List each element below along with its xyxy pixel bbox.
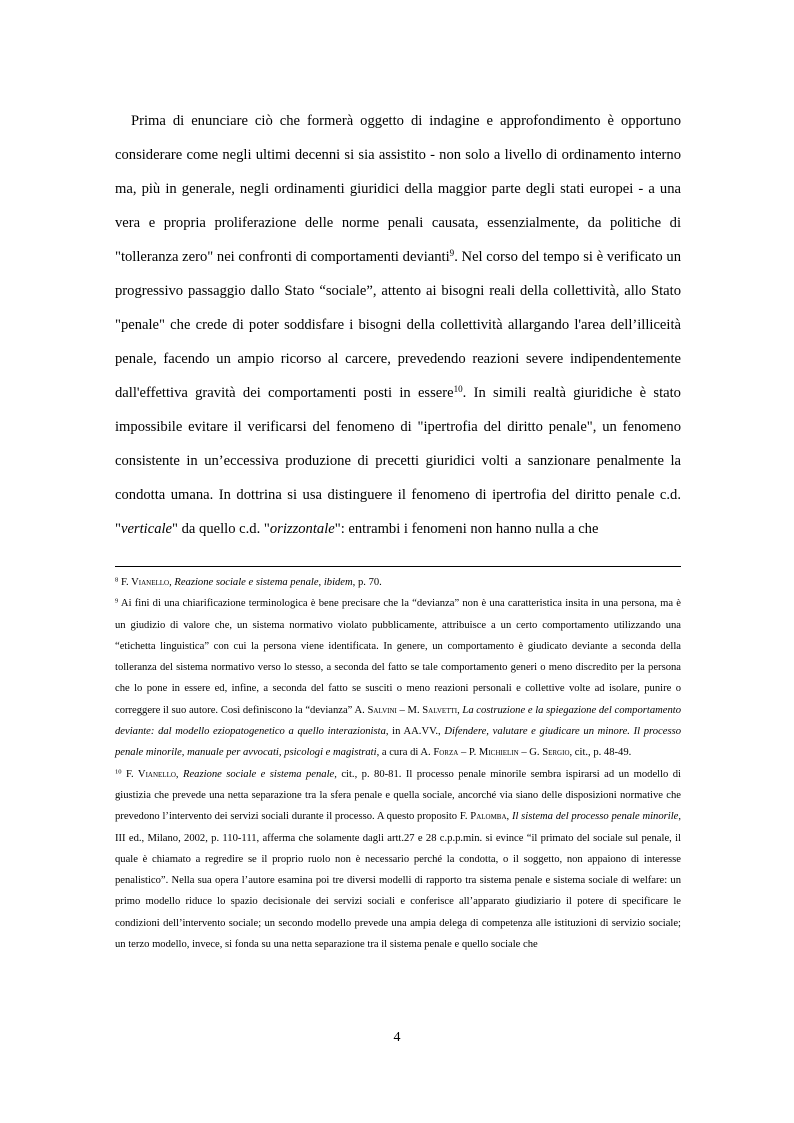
footnote-text: Ai fini di una chiarificazione terminologica è bene precisare che la “devianza” non è una caratteristica insita in una persona, ma è un giudizio di valore che, un sistema normativo violato pubblicamente, attribuisce a un certo comportamento utilizzando una “etichetta linguistica” con cui la persona viene identificata. In genere, un comportamento è giudicato deviante a seconda della tolleranza del sistema normativo verso lo stesso, a seconda del fatto se tale comportamento generi o meno discredito per la persona che lo pone in essere ed, infine, a seconda del fatto se susciti o meno reazioni personali e collettive volte ad isolare, punire o correggere il suo autore. Così definiscono la “devianza” A. S — [115, 598, 681, 716]
author-name: orza — [439, 747, 459, 759]
footnote-text: , — [318, 577, 324, 588]
footnote-number: 8 — [115, 576, 119, 584]
footnote-number: 10 — [115, 768, 122, 776]
footnote-text: – M. S — [396, 704, 429, 716]
work-title: Reazione sociale e sistema penale — [182, 768, 335, 780]
emphasis-orizzontale: orizzontale — [269, 521, 335, 537]
paragraph-text: " da quello c.d. " — [172, 521, 270, 537]
footnote-text: – P. M — [458, 747, 489, 759]
author-name: ianello — [138, 577, 170, 588]
footnote-text: F. V — [120, 577, 139, 588]
paragraph-text: ": entrambi i fenomeni non hanno nulla a che — [334, 521, 599, 537]
footnote-8 — [115, 572, 681, 593]
work-title: Il sistema del processo penale minorile — [511, 811, 679, 823]
footnote-text: , cit., p. 80-81. Il processo penale minorile sembra ispirarsi ad un modello di giustizia che prevede una netta separazione tra la sfera penale e quella sociale, ancorché via siano delle disposizioni normative che prevedono l’intervento dei servizi sociali durante il processo. A questo proposito F. P — [115, 768, 682, 823]
footnote-text: , — [175, 768, 183, 780]
emphasis-verticale: verticale — [120, 521, 173, 537]
footnote-text: , p. 70. — [352, 577, 382, 588]
author-name: ergio — [548, 747, 570, 759]
author-name: alomba — [476, 811, 507, 823]
footnote-text: – G. S — [518, 747, 549, 759]
paragraph-text: . In simili realtà giuridiche è stato impossibile evitare il verificarsi del fenomeno di "ipertrofia del diritto penale", un fenomeno consistente in un’eccessiva produzione di precetti giuridici volti a sanzionare penalmente la condotta umana. In dottrina si usa distinguere il fenomeno di ipertrofia del diritto penale c.d. " — [115, 385, 681, 537]
footnote-text: , — [506, 811, 512, 823]
author-name: ichielin — [488, 747, 519, 759]
footnote-ref-10: 10 — [453, 384, 463, 395]
footnote-text: , cit., p. 48-49. — [569, 747, 632, 759]
work-title: Reazione sociale e sistema penale — [174, 577, 319, 588]
body-paragraph — [115, 104, 681, 546]
footnote-text: F. V — [126, 768, 146, 780]
page-number: 4 — [393, 1030, 401, 1045]
author-name: alvetti — [428, 704, 458, 716]
work-title: La costruzione e la spiegazione del comportamento deviante: dal modello eziopatogenetico a quello interazionista — [115, 704, 681, 738]
footnote-9 — [115, 593, 681, 763]
work-title: Difendere, valutare e giudicare un minore. Il processo penale minorile, manuale per avvocati, psicologi e magistrati — [115, 726, 681, 759]
footnote-number: 9 — [115, 597, 119, 605]
footnote-text: , III ed., Milano, 2002, p. 110-111, afferma che solamente dagli artt.27 e 28 c.p.p.min. si evince “il primato del sociale sul penale, il quale è chiamato a regredire se il proprio ruolo non è necessario perché la condotta, o il soggetto, non appaiono di interesse penalistico”. Nella sua opera l’autore esamina poi tre diversi modelli di rapporto tra sistema penale e sistema sociale di welfare: un primo modello riduce lo spazio decisionale dei servizi sociali e conferisce all’apparato giudiziario il potere di specificare le condizioni dell’intervento sociale; un secondo modello prevede una ampia delega di competenza alle istituzioni di servizio sociale; un terzo modello, invece, si fonda su una netta separazione tra il sistema penale e quello sociale che — [115, 811, 682, 951]
footnote-text: , a cura di A. F — [376, 747, 440, 759]
footnote-text: , in AA.VV., — [385, 726, 445, 738]
author-name: alvini — [373, 704, 397, 716]
footnote-text: , — [457, 704, 463, 716]
footnote-separator — [115, 566, 681, 567]
paragraph-text: . Nel corso del tempo si è verificato un progressivo passaggio dallo Stato “sociale”, attento ai bisogni reali della collettività, allo Stato "penale" che crede di poter soddisfare i bisogni della collettività allargando l'area dell’illiceità penale, facendo un ampio ricorso al carcere, prevedendo reazioni severe indipendentemente dall'effettiva gravità dei comportamenti posti in essere — [115, 249, 681, 401]
footnote-ref-9: 9 — [449, 248, 455, 259]
footnotes-section — [115, 572, 681, 955]
footnote-10 — [115, 764, 681, 956]
footnote-text: , — [169, 577, 175, 588]
paragraph-text: Prima di enunciare ciò che formerà oggetto di indagine e approfondimento è opportuno considerare come negli ultimi decenni si sia assistito - non solo a livello di ordinamento interno ma, più in generale, negli ordinamenti giuridici della maggior parte degli stati europei - a una vera e propria proliferazione delle norme penali causata, essenzialmente, da politiche di "tolleranza zero" nei confronti di comportamenti devianti — [115, 113, 681, 265]
ibidem: ibidem — [323, 577, 353, 588]
author-name: ianello — [145, 768, 176, 780]
